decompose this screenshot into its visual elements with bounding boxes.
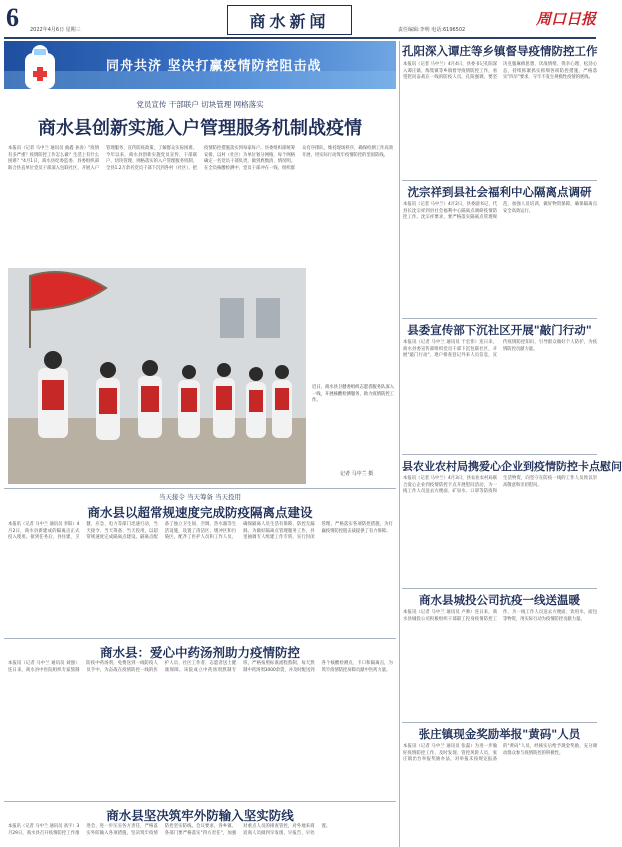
brand-logo: 周口日报 [536, 10, 597, 28]
rule-right-5 [402, 588, 597, 589]
rule-story2 [4, 488, 396, 489]
lead-kicker: 党员宣传 干部联户 切块管理 网格落实 [136, 100, 264, 109]
lead-body: 本报讯（记者 马中兰 通讯员 曲鑫 孙涛）"疫情有多严重？疫情防控工作怎么做？生活上有什么困难？"4月1日，商水县纪委监委、县委组织部联合县直单位党员干部深入包联社区，开展入户管理服务，宣传防疫政策，了解群众实际困难。今年以来，商水县创新实施党员宣传、干部联户、切块管理、网格落实的入户管理服务机制，全县1.2万余名党员干部下沉到各村（社区），把疫情防控措施落实到每家每户。县委组织部统筹安排，以村（社区）为单位划分网格，每个网格确定一名党员干部负责，做到底数清、情况明。在全员核酸检测中，党员干部冲在一线，组织群众有序排队，维持现场秩序，确保检测工作高效开展，用实际行动筑牢疫情防控的坚固防线。 [8, 146, 393, 171]
lead-photo [8, 268, 306, 484]
masthead-rule [4, 37, 596, 39]
rule-right-3 [402, 318, 597, 319]
banner-slogan: 同舟共济 坚决打赢疫情防控阻击战 [106, 59, 322, 74]
page-number: 6 [6, 3, 19, 32]
medic-icon [10, 41, 70, 89]
right-h3: 县委宣传部下沉社区开展"敲门行动" [407, 323, 592, 337]
story2-body: 本报讯（记者 马中兰 通讯员 李阳）4月2日，商水县新建成的隔离点正式投入使用。接到任务后，县住建、卫健、应急、电力等部门迅速行动，当天接令、当天筹备、当天投用，以超常规速度完成隔离点建设。隔离点配备了独立卫生间、空调、热水器等生活设施，设置了清洁区、缓冲区和污染区，配齐了医护人员和工作人员，确保隔离人员生活有保障、防控无漏洞。为做好隔离点管理服务工作，县里抽调专人组建工作专班，实行封闭管理，严格落实各项防控措施，为打赢疫情防控阻击战提供了有力保障。 [8, 522, 393, 541]
rule-right-4 [402, 454, 597, 455]
right-b2: 本报讯（记者 马中兰）4月2日，县委副书记、代县长沈宗祥到县社会福利中心隔离点调研疫情防控工作。沈宗祥要求，要严格落实隔离点管理规范，加强人员培训，做好物资保障，确保隔离点安全高效运行。 [403, 202, 597, 221]
section-title-box [227, 5, 352, 35]
lead-photo-scene [8, 268, 306, 484]
banner [4, 41, 396, 89]
right-b6: 本报讯（记者 马中兰 通讯员 张磊）为进一步做好疫情防控工作，及时发现、管控风险人员，张庄镇出台举报奖励办法，对举报未按规定报备的"黄码"人员，经核实后给予现金奖励，充分调动群众参与疫情防控的积极性。 [403, 744, 597, 763]
date-line: 2022年4月6日 星期三 [30, 27, 81, 33]
right-h4: 县农业农村局携爱心企业到疫情防控卡点慰问 [402, 460, 622, 473]
rule-story4 [4, 801, 396, 802]
column-divider [399, 41, 400, 847]
right-b5: 本报讯（记者 马中兰 通讯员 卢帅）连日来，商水县城投公司积极组织干部职工投身疫情防控工作，为一线工作人员送去方便面、饮用水、面包等物资，用实际行动为疫情防控贡献力量。 [403, 610, 597, 622]
story2-kicker: 当天接令 当天筹备 当天投用 [158, 493, 242, 501]
story3-body: 本报讯（记者 马中兰 通讯员 刘强）连日来，商水县中医院组织专家熬制防疫中药汤剂，免费送到一线防疫人员手中，为奋战在疫情防控一线的医护人员、社区工作者、志愿者送上健康保障。该院成立中药汤剂熬制专班，严格按照标准流程熬制，每天熬制中药汤剂3000余袋，并及时配送到各个核酸检测点、卡口和隔离点，为筑牢疫情防控屏障贡献中医药力量。 [8, 661, 393, 673]
right-h1: 孔阳深入谭庄等乡镇督导疫情防控工作 [402, 44, 598, 58]
lead-headline: 商水县创新实施入户管理服务机制战疫情 [38, 118, 362, 139]
rule-story3 [4, 638, 396, 639]
section-title: 商水新闻 [249, 11, 330, 31]
editor-line: 责任编辑:李明 电话:6196502 [398, 27, 466, 33]
right-h6: 张庄镇现金奖励举报"黄码"人员 [418, 727, 581, 741]
story4-headline: 商水县坚决筑牢外防输入坚实防线 [106, 808, 294, 823]
story3-headline: 商水县：爱心中药汤剂助力疫情防控 [99, 645, 300, 660]
right-b3: 本报讯（记者 马中兰 通讯员 于宏伟）连日来，商水县委宣传部组织党员干部下沉包联社区，开展"敲门行动"，逐户排查登记外来人员信息，宣传疫情防控知识，引导群众做好个人防护，为疫情防控贡献力量。 [403, 340, 597, 359]
rule-right-6 [402, 722, 597, 723]
medic-visor [34, 49, 46, 55]
story2-headline: 商水县以超常规速度完成防疫隔离点建设 [87, 505, 313, 520]
right-b1: 本报讯（记者 马中兰）4月4日，县委书记孔阳深入谭庄镇、练集镇等乡镇督导疫情防控工作，看望慰问奋战在一线的防疫人员。孔阳强调，要坚决克服麻痹思想、厌战情绪、侥幸心理、松劲心态，持续抓紧抓实抓细各项防控措施，严格落实"四早"要求，守牢不发生规模性疫情的底线。 [403, 62, 597, 81]
masthead [0, 0, 600, 40]
medic-cross-h [33, 71, 47, 77]
right-b4: 本报讯（记者 马中兰）4月3日，县农业农村局联合爱心企业到疫情防控卡点开展慰问活动，为一线工作人员送去方便面、矿泉水、口罩等防疫和生活物资，向坚守在防疫一线的工作人员致以崇高敬意和亲切慰问。 [403, 476, 597, 495]
right-h2: 沈宗祥到县社会福利中心隔离点调研 [407, 185, 592, 199]
lead-photo-caption: 近日，商水县卫健委组织志愿者服务队深入一线，开展核酸检测服务，助力疫情防控工作。 [312, 385, 394, 404]
lead-photo-credit: 记者 马中兰 摄 [340, 471, 374, 477]
window-2 [256, 298, 280, 338]
right-h5: 商水县城投公司抗疫一线送温暖 [419, 593, 580, 607]
story4-body: 本报讯（记者 马中兰 通讯员 高宇）3月29日，商水县召开疫情防控工作推进会，进一步压实各方责任，严格落实外防输入各项措施，坚决筑牢疫情防控坚实防线。会议要求，各乡镇、各部门要严格落实"四方责任"，加强对重点人员的排查管控，对外地来商返商人员做到早发现、早报告、早处置。 [8, 824, 331, 836]
rule-right-2 [402, 180, 597, 181]
window-1 [220, 298, 244, 338]
